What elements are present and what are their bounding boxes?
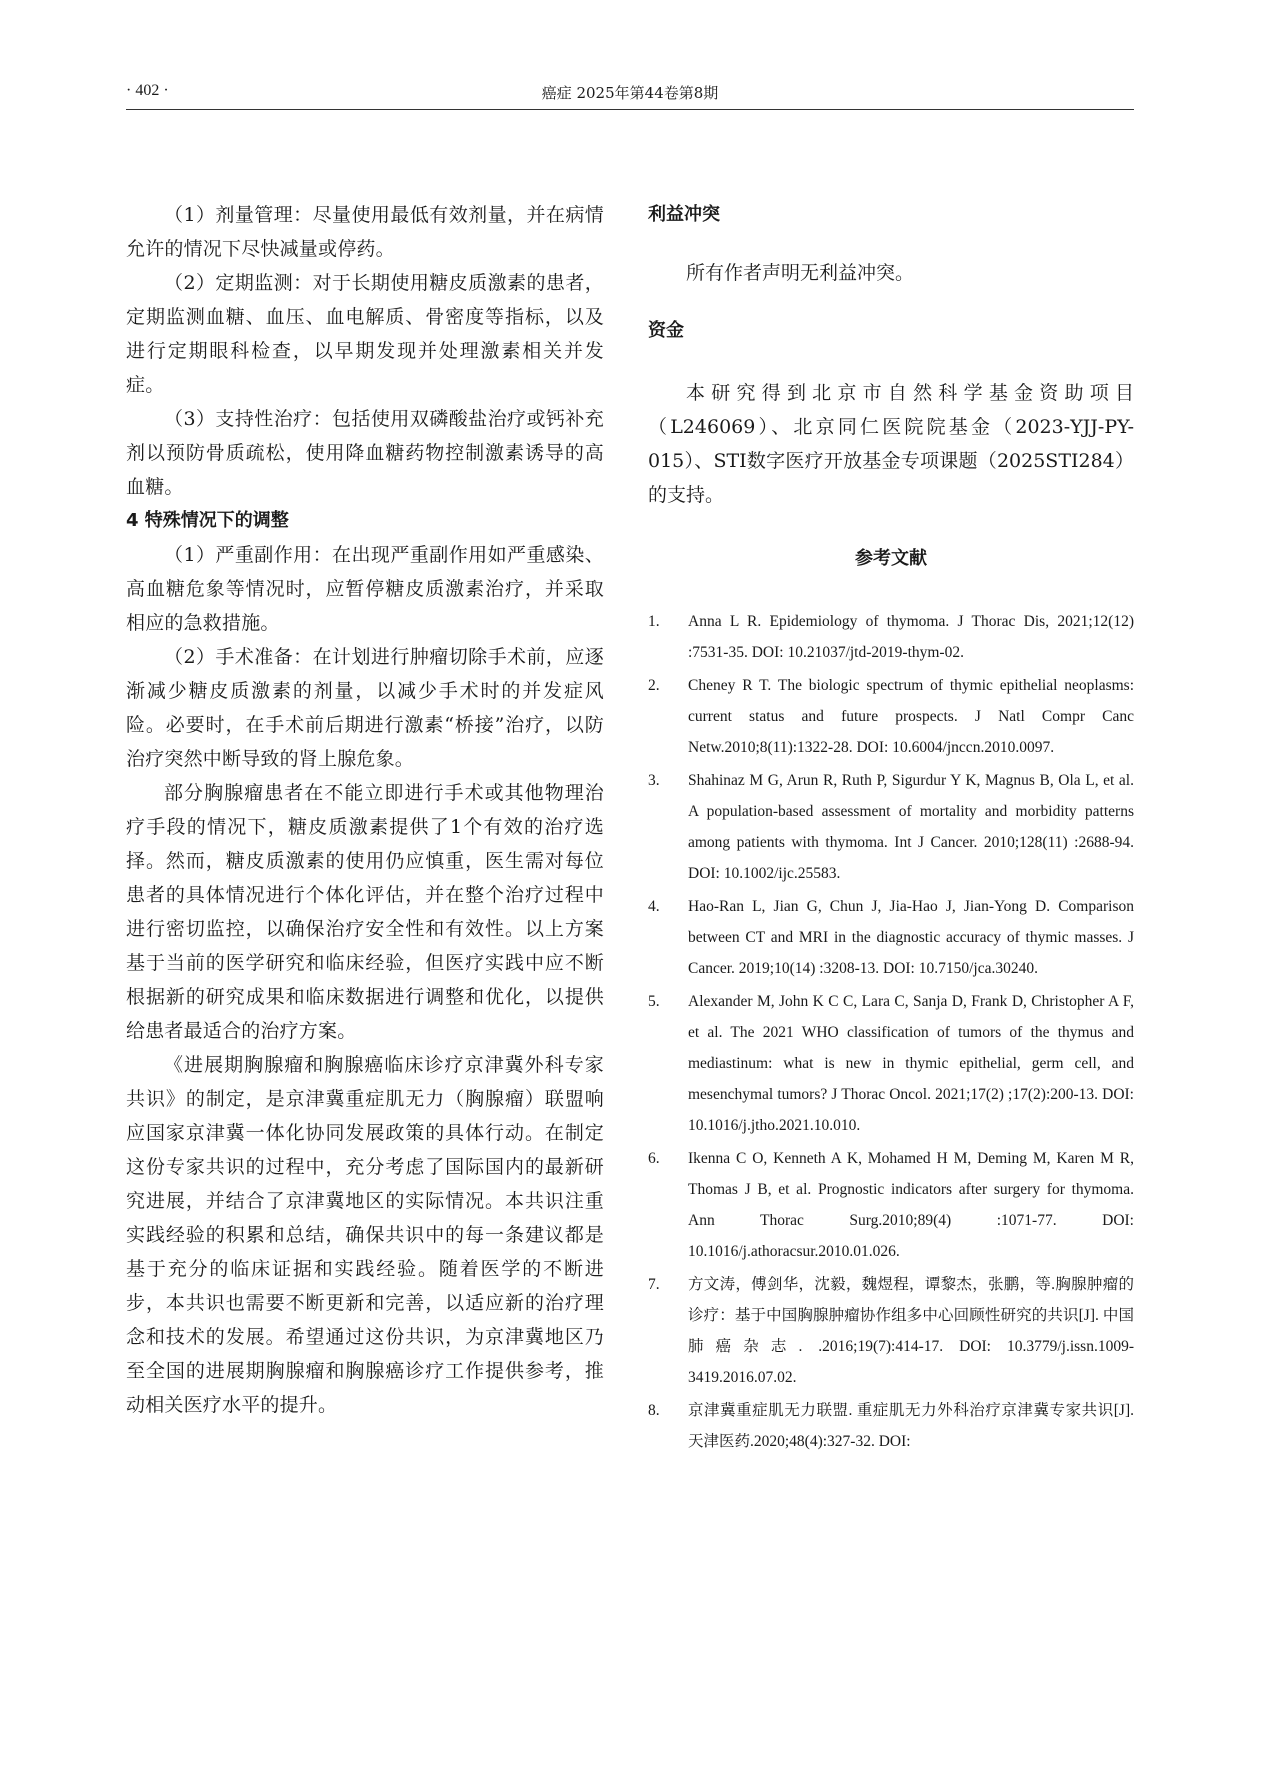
heading-conflict-of-interest: 利益冲突 (648, 204, 720, 225)
reference-number: 4. (648, 898, 660, 915)
reference-text: 方文涛，傅剑华，沈毅，魏煜程，谭黎杰，张鹏，等.胸腺肿瘤的诊疗：基于中国胸腺肿瘤协作组多中心回顾性研究的共识[J]. 中国肺癌杂志. .2016;19(7):414-17. DOI: 10.3779/j.issn.1009-3419.2016.07.02. (688, 1276, 1134, 1386)
paragraph-surgery-prep: （2）手术准备：在计划进行肿瘤切除手术前，应逐渐减少糖皮质激素的剂量，以减少手术时的并发症风险。必要时，在手术前后期进行激素“桥接”治疗，以防治疗突然中断导致的肾上腺危象。 (126, 646, 604, 770)
reference-text: Hao-Ran L, Jian G, Chun J, Jia-Hao J, Jian-Yong D. Comparison between CT and MRI in the diagnostic accuracy of thymic masses. J Cancer. 2019;10(14) :3208-13. DOI: 10.7150/jca.30240. (688, 898, 1134, 977)
reference-text: Alexander M, John K C C, Lara C, Sanja D, Frank D, Christopher A F, et al. The 2021 WHO classification of tumors of the thymus and mediastinum: what is new in thymic epithelial, germ cell, and mesenchymal tumors? J Thorac Oncol. 2021;17(2) ;17(2):200-13. DOI: 10.1016/j.jtho.2021.10.010. (688, 993, 1134, 1134)
reference-number: 1. (648, 613, 660, 630)
left-column (126, 198, 604, 1422)
reference-number: 3. (648, 772, 660, 789)
text-funding: 本研究得到北京市自然科学基金资助项目（L246069）、北京同仁医院院基金（2023-YJJ-PY-015）、STI数字医疗开放基金专项课题（2025STI284）的支持。 (648, 382, 1134, 506)
text-conflict-of-interest: 所有作者声明无利益冲突。 (686, 262, 915, 284)
reference-item (648, 986, 1134, 1141)
reference-item (648, 765, 1134, 889)
reference-number: 5. (648, 993, 660, 1010)
reference-item (648, 891, 1134, 984)
reference-text: Shahinaz M G, Arun R, Ruth P, Sigurdur Y K, Magnus B, Ola L, et al. A population-based assessment of mortality and morbidity patterns among patients with thymoma. Int J Cancer. 2010;128(11) :2688-94. DOI: 10.1002/ijc.25583. (688, 772, 1134, 882)
reference-number: 7. (648, 1276, 660, 1293)
paragraph-monitoring: （2）定期监测：对于长期使用糖皮质激素的患者，定期监测血糖、血压、血电解质、骨密度等指标，以及进行定期眼科检查，以早期发现并处理激素相关并发症。 (126, 272, 604, 396)
reference-number: 8. (648, 1402, 660, 1419)
page-header (126, 82, 1134, 108)
header-divider (126, 109, 1134, 110)
heading-funding: 资金 (648, 320, 684, 341)
reference-item (648, 606, 1134, 668)
paragraph-supportive-care: （3）支持性治疗：包括使用双磷酸盐治疗或钙补充剂以预防骨质疏松，使用降血糖药物控制激素诱导的高血糖。 (126, 408, 604, 498)
reference-text: Cheney R T. The biologic spectrum of thymic epithelial neoplasms: current status and future prospects. J Natl Compr Canc Netw.2010;8(11):1322-28. DOI: 10.6004/jnccn.2010.0097. (688, 677, 1134, 756)
paragraph-consensus: 《进展期胸腺瘤和胸腺癌临床诊疗京津冀外科专家共识》的制定，是京津冀重症肌无力（胸腺瘤）联盟响应国家京津冀一体化协同发展政策的具体行动。在制定这份专家共识的过程中，充分考虑了国际国内的最新研究进展，并结合了京津冀地区的实际情况。本共识注重实践经验的积累和总结，确保共识中的每一条建议都是基于充分的临床证据和实践经验。随着医学的不断进步，本共识也需要不断更新和完善，以适应新的治疗理念和技术的发展。希望通过这份共识，为京津冀地区乃至全国的进展期胸腺瘤和胸腺癌诊疗工作提供参考，推动相关医疗水平的提升。 (126, 1054, 604, 1416)
reference-text: Ikenna C O, Kenneth A K, Mohamed H M, Deming M, Karen M R, Thomas J B, et al. Prognostic indicators after surgery for thymoma. Ann Thorac Surg.2010;89(4) :1071-77. DOI: 10.1016/j.athoracsur.2010.01.026. (688, 1150, 1134, 1260)
reference-item (648, 670, 1134, 763)
reference-item (648, 1395, 1134, 1457)
reference-text: 京津冀重症肌无力联盟. 重症肌无力外科治疗京津冀专家共识[J]. 天津医药.2020;48(4):327-32. DOI: (688, 1402, 1134, 1450)
paragraph-dose-management: （1）剂量管理：尽量使用最低有效剂量，并在病情允许的情况下尽快减量或停药。 (126, 204, 604, 260)
reference-item (648, 1269, 1134, 1393)
paragraph-summary: 部分胸腺瘤患者在不能立即进行手术或其他物理治疗手段的情况下，糖皮质激素提供了1个有效的治疗选择。然而，糖皮质激素的使用仍应慎重，医生需对每位患者的具体情况进行个体化评估，并在整个治疗过程中进行密切监控，以确保治疗安全性和有效性。以上方案基于当前的医学研究和临床经验，但医疗实践中应不断根据新的研究成果和临床数据进行调整和优化，以提供给患者最适合的治疗方案。 (126, 782, 604, 1042)
heading-references: 参考文献 (855, 548, 927, 569)
right-column (648, 198, 1134, 1459)
page-number: · 402 · (126, 82, 169, 99)
reference-list (648, 606, 1134, 1457)
reference-number: 2. (648, 677, 660, 694)
reference-number: 6. (648, 1150, 660, 1167)
journal-title: 癌症 2025年第44卷第8期 (541, 84, 719, 102)
paragraph-severe-side-effects: （1）严重副作用：在出现严重副作用如严重感染、高血糖危象等情况时，应暂停糖皮质激素治疗，并采取相应的急救措施。 (126, 544, 604, 634)
reference-item (648, 1143, 1134, 1267)
reference-text: Anna L R. Epidemiology of thymoma. J Thorac Dis, 2021;12(12) :7531-35. DOI: 10.21037/jtd-2019-thym-02. (688, 613, 1134, 661)
section-heading-special-cases: 4 特殊情况下的调整 (126, 510, 289, 531)
